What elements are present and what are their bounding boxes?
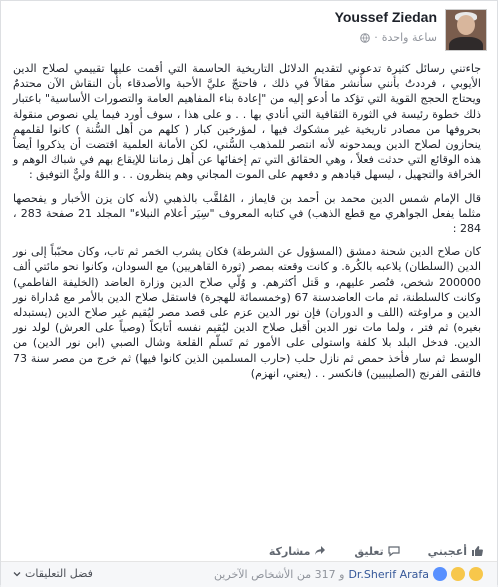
post-time[interactable]: ساعة واحدة xyxy=(381,31,437,44)
reaction-names[interactable]: Dr.Sherif Arafa xyxy=(348,567,429,581)
comment-button[interactable] xyxy=(354,545,399,558)
chevron-down-icon xyxy=(13,570,21,578)
author-name[interactable]: Youssef Ziedan xyxy=(334,9,437,25)
like-button[interactable] xyxy=(428,545,483,558)
share-button[interactable] xyxy=(269,545,327,558)
top-comments-link[interactable] xyxy=(13,567,93,580)
post-meta xyxy=(360,31,437,44)
post-paragraph: كان صلاح الدين شحنة دمشق (المسؤول عن الشرطة) فكان يشرب الخمر ثم تاب، وكان محبّباً إلى نور الدين (السلطان) يلاعبه بالكُرة. و كانت وقعته بمصر (ثورة القاهريين) مع السودان، وكانوا نحو مائتي ألف 200000 شخص، فنُصر عليهم، و قَتل أكثرهم. و وُلّي صلاح الدين وزارة العاضد (الخليفة الفاطمي) وكانت كالسلطنة، ثم مات العاضدسنة 67 (وخمسمائة للهجرة) فاستقل صلاح الدين بالأمر مع مُداراة نور الدين و مراوغته (اللف و الدوران) فإن نور الدين عزم على قصد مصر ليُقيم غير صلاح الدين (يستبدله بغيره) ثم فتر ، ولما مات نور الدين أقبل صلاح الدين ليُقيم نفسه أتابكاً (وصياً على العرش) لولد نور الدين. فدخل البلد بلا كلفة واستولى على الأمور ثم تَسلّم القلعة وشال الصبي (ابن نور الدين) من الوسط ثم سار فأخذ حمص ثم نازل حلب (حارب المسلمين الذين كانوا فيها) ثم خرج من مصر سنة 73 فالتقى الفرنج (الصليبيين) فانكسر . . (يعني، انهزم) xyxy=(13,245,481,380)
like-label: أعجبني xyxy=(427,544,467,558)
thumbs-up-icon xyxy=(471,545,483,557)
like-reaction-icon xyxy=(433,567,447,581)
reactions-summary[interactable] xyxy=(214,567,483,581)
share-label: مشاركة xyxy=(268,544,311,558)
post-body xyxy=(13,61,481,389)
post-paragraph: جاءتني رسائل كثيرة تدعوني لتقديم الدلائل التاريخية الحاسمة التي أقمت عليها تقييمي لصلاح الدين الأيوبي ، فرددتُ بأنني سأنشر مقالاً في ذلك ، فاحتجّ عليَّ الأحبة والأصدقاء بأن النقاش الآن محتدمٌ ويحتاج الحجج القوية التي تؤكد ما أدعو إليه من "إعادة بناء المفاهيم العامة والتصورات الأساسية" باعتبار ذلك خطوة رئيسة في الثورة الثقافية التي أنادي بها . . و على هذا ، سوف أورد فيما يلي نصوص منقولة بحروفها من مصادر تاريخية غير مشكوك فيها ، لمؤرخين كبار ( كلهم من أهل السُّنة ) كانوا لقلمهم ينحازون لصلاح الدين ويمدحونه لأنه انتصر للمذهب السُّني، لكن الأمانة العلمية اقتضت أن يذكروا أيضاً هذه الوقائع التي حدثت فعلاً ، وهي الحقائق التي تم إخفائها عن أهل زماننا للإيقاع بهم في شباك الوهم و الخرافة والتجهيل ، ليسهل قيادهم و دفعهم على الموت المجاني وهم ينظرون . . و اللهُ وليٌّ التوفيق : xyxy=(13,62,481,182)
sad-reaction-icon xyxy=(469,567,483,581)
post-paragraph: قال الإمام شمس الدين محمد بن أحمد بن قايماز ، المُلقَّب بالذهبي (لأنه كان يزن الأخبار و يفحصها مثلما يفعل الجواهري مع قطع الذهب) في كتابه المعروف "سِيَر أعلام النبلاء" المجلد 21 صفحة 283 ، 284 : xyxy=(13,191,482,236)
post-header xyxy=(9,7,487,55)
reaction-others[interactable]: و 317 من الأشخاص الآخرين xyxy=(213,567,345,581)
comment-icon xyxy=(388,545,400,557)
share-icon xyxy=(314,545,326,557)
haha-reaction-icon xyxy=(451,567,465,581)
avatar[interactable] xyxy=(445,9,487,51)
comments-link-label: فضل التعليقات xyxy=(25,567,93,580)
action-bar xyxy=(15,541,483,561)
globe-icon[interactable] xyxy=(360,33,370,43)
separator-dot: · xyxy=(374,31,378,44)
comment-label: تعليق xyxy=(354,544,384,558)
post-footer xyxy=(1,561,497,587)
